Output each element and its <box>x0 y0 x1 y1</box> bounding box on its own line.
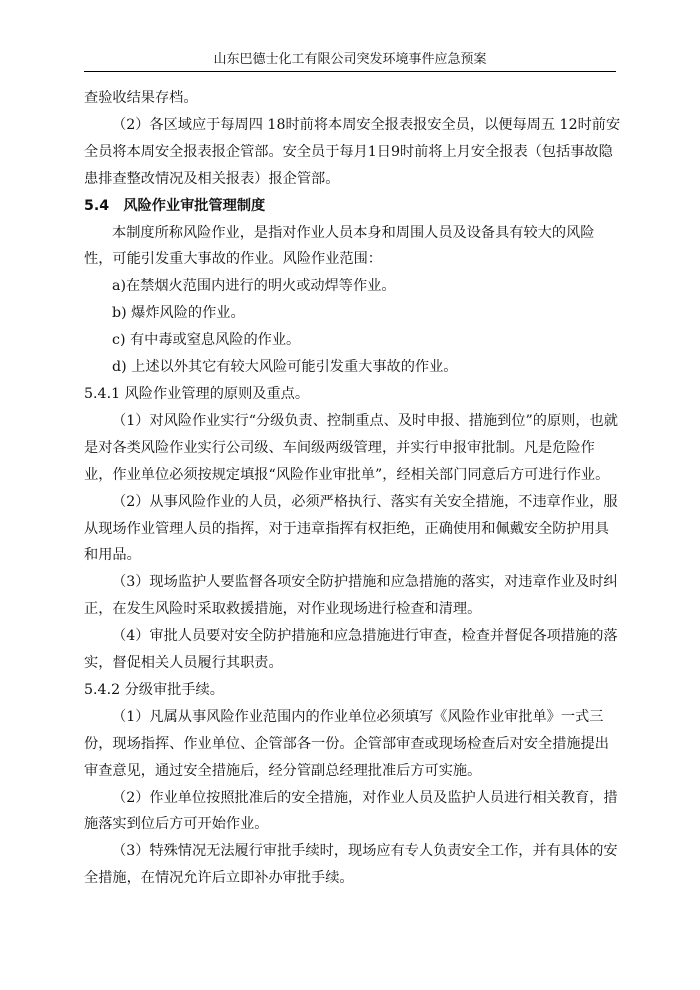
document-title: 山东巴德士化工有限公司突发环境事件应急预案 <box>213 52 487 67</box>
list-item: c) 有中毒或窒息风险的作业。 <box>112 332 301 349</box>
paragraph: （2）各区域应于每周四 18时前将本周安全报表报安全员，以便每周五 12时前安全员将本周安全报表报企管部。安全员于每月1日9时前将上月安全报表（包括事故隐患排查整改情况及相关报表）报企管部。 <box>84 116 621 187</box>
paragraph: 本制度所称风险作业，是指对作业人员本身和周围人员及设备具有较大的风险性，可能引发重大事故的作业。风险作业范围： <box>84 224 595 268</box>
paragraph: （2）作业单位按照批准后的安全措施，对作业人员及监护人员进行相关教育，措施落实到位后方可开始作业。 <box>84 789 618 833</box>
page-header <box>84 48 616 72</box>
paragraph: （3）现场监护人要监督各项安全防护措施和应急措施的落实，对违章作业及时纠正，在发生风险时采取救援措施，对作业现场进行检查和清理。 <box>84 574 618 618</box>
paragraph: 查验收结果存档。 <box>84 90 198 106</box>
paragraph: （3）特殊情况无法履行审批手续时，现场应有专人负责安全工作，并有具体的安全措施，在情况允许后立即补办审批手续。 <box>84 843 618 887</box>
paragraph: （4）审批人员要对安全防护措施和应急措施进行审查，检查并督促各项措施的落实，督促相关人员履行其职责。 <box>84 628 618 672</box>
paragraph: （1）对风险作业实行“分级负责、控制重点、及时申报、措施到位”的原则，也就是对各类风险作业实行公司级、车间级两级管理，并实行申报审批制。凡是危险作业，作业单位必须按规定填报“风险作业审批单”，经相关部门同意后方可进行作业。 <box>84 412 618 483</box>
list-item: d) 上述以外其它有较大风险可能引发重大事故的作业。 <box>112 359 458 376</box>
list-item: a)在禁烟火范围内进行的明火或动焊等作业。 <box>112 278 396 295</box>
document-body <box>84 85 622 892</box>
subsection-heading: 5.4.1 风险作业管理的原则及重点。 <box>84 385 310 402</box>
paragraph: （2）从事风险作业的人员，必须严格执行、落实有关安全措施，不违章作业，服从现场作业管理人员的指挥，对于违章指挥有权拒绝，正确使用和佩戴安全防护用具和用品。 <box>84 493 618 564</box>
section-heading: 5.4 风险作业审批管理制度 <box>84 197 266 214</box>
subsection-heading: 5.4.2 分级审批手续。 <box>84 681 224 698</box>
paragraph: （1）凡属从事风险作业范围内的作业单位必须填写《风险作业审批单》一式三份，现场指挥、作业单位、企管部各一份。企管部审查或现场检查后对安全措施提出审查意见，通过安全措施后，经分管副总经理批准后方可实施。 <box>84 708 609 779</box>
list-item: b) 爆炸风险的作业。 <box>112 305 245 322</box>
